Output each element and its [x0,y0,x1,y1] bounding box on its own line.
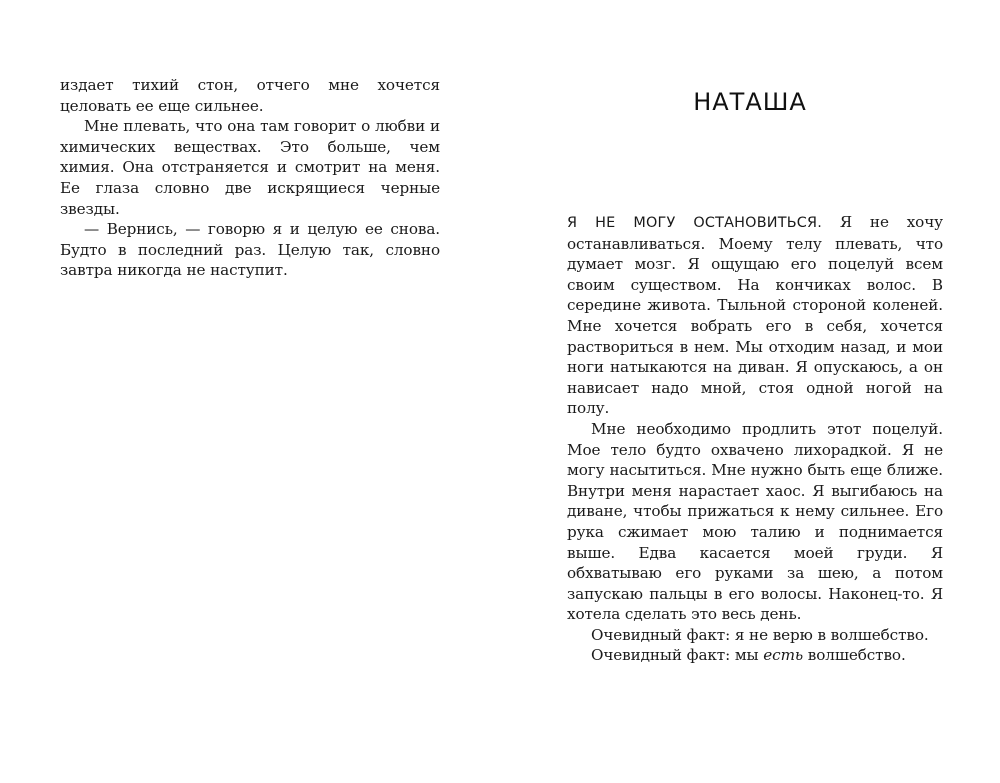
paragraph-text: Очевидный факт: мы [591,646,764,665]
left-page-text [60,75,440,281]
lead-in-caps: Я НЕ МОГУ ОСТАНОВИТЬСЯ. [567,215,823,231]
opening-paragraph [567,212,943,419]
paragraph: — Вернись, — говорю я и целую ее снова. Будто в последний раз. Целую так, словно завтра никогда не наступит. [60,220,440,280]
italic-emphasis: есть [763,646,804,665]
paragraph: Мне необходимо продлить этот поцелуй. Мое тело будто охвачено лихорадкой. Я не могу насытиться. Мне нужно быть еще ближе. Внутри меня нарастает хаос. Я выгибаюсь на диване, чтобы прижаться к нему сильнее. Его рука сжимает мою талию и поднимается выше. Едва касается моей груди. Я обхватываю его руками за шею, а потом запускаю пальцы в его волосы. Наконец-то. Я хотела сделать это весь день. [567,419,943,624]
paragraph: Очевидный факт: я не верю в волшебство. [591,625,929,644]
paragraph [567,645,943,666]
right-page-text [567,212,943,666]
paragraph: издает тихий стон, отчего мне хочется целовать ее еще сильнее. [60,76,440,115]
paragraph-text: Я не хочу останавливаться. Моему телу плевать, что думает мозг. Я ощущаю его поцелуй всем своим существом. На кончиках волос. В середине живота. Тыльной стороной коленей. Мне хочется вобрать его в себя, хочется раствориться в нем. Мы отходим назад, и мои ноги натыкаются на диван. Я опускаюсь, а он нависает надо мной, стоя одной ногой на полу. [567,213,943,418]
paragraph-text: волшебство. [803,646,906,665]
paragraph: Мне плевать, что она там говорит о любви и химических веществах. Это больше, чем химия. Она отстраняется и смотрит на меня. Ее глаза словно две искрящиеся черные звезды. [60,117,440,218]
chapter-title: НАТАША [693,88,807,116]
right-page [500,0,1000,783]
